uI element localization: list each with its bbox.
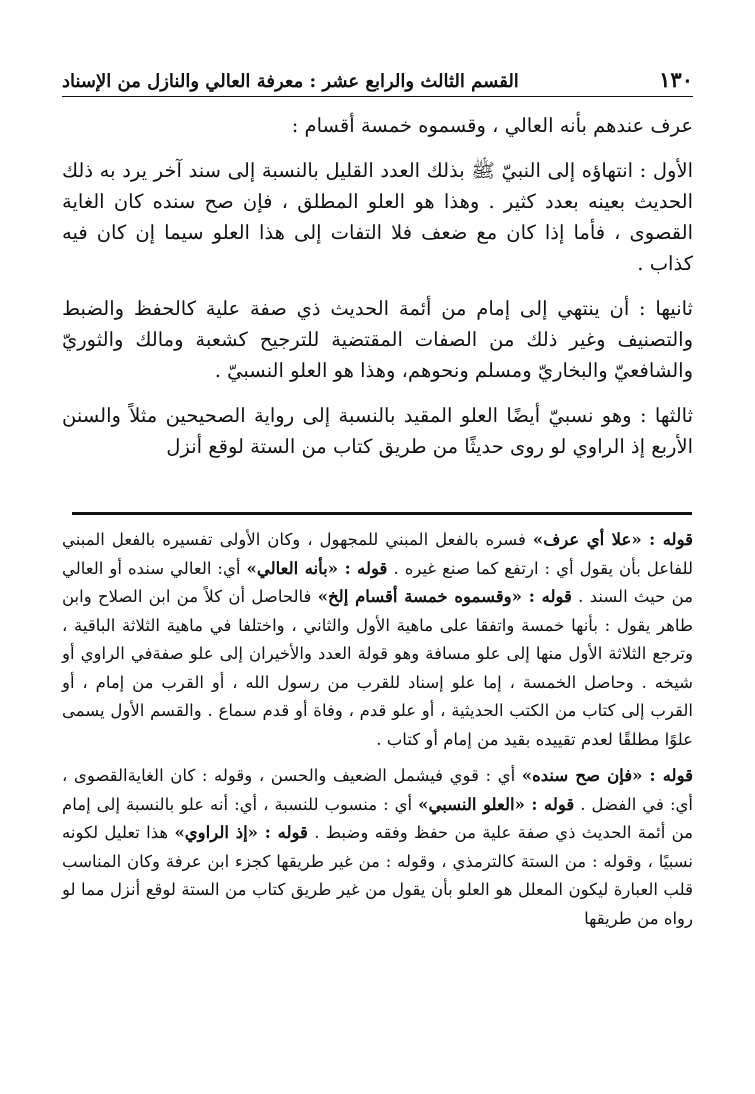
- lemma: قوله : «إذ الراوي»: [174, 823, 308, 842]
- commentary-text: هذا تعليل لكونه نسبيًا ، وقوله : من الستة كالترمذي ، وقوله : من غير طريقها كجزء ابن عرفة وكان المناسب قلب العبارة ليكون المعلل هو العلو بأن يقول من غير طريق كتاب من الستة لوقع أنزل مما لو رواه من طريقها: [62, 823, 693, 928]
- commentary-paragraph: [62, 762, 693, 933]
- commentary-text: أي: العالي سنده أو العالي من حيث السند .: [62, 558, 693, 606]
- footnote-divider: [72, 512, 692, 515]
- lemma: قوله : «فإن صح سنده»: [521, 766, 693, 785]
- page-number: ١٣٠: [659, 67, 693, 92]
- main-paragraph: الأول : انتهاؤه إلى النبيّ ﷺ بذلك العدد القليل بالنسبة إلى سند آخر يرد به ذلك الحديث بعينه بعدد كثير . وهذا هو العلو المطلق ، فإن صح سنده كان الغاية القصوى ، فأما إذا كان مع ضعف فلا التفات إلى هذا العلو سيما إن كان فيه كذاب .: [62, 159, 693, 275]
- main-paragraph: ثالثها : وهو نسبيّ أيضًا العلو المقيد بالنسبة إلى رواية الصحيحين مثلاً والسنن الأربع إذ الراوي لو روى حديثًا من طريق كتاب من الستة لوقع أنزل: [62, 404, 693, 458]
- commentary-text: أي : قوي فيشمل الضعيف والحسن ، وقوله : كان الغايةالقصوى ، أي: في الفضل .: [62, 766, 694, 814]
- running-title: القسم الثالث والرابع عشر : معرفة العالي والنازل من الإسناد: [62, 71, 519, 92]
- lemma: قوله : «العلو النسبي»: [418, 794, 575, 814]
- commentary-paragraph: [62, 526, 693, 754]
- main-text: [62, 110, 693, 476]
- commentary-text: أي : منسوب للنسبة ، أي: أنه علو بالنسبة إلى إمام من أئمة الحديث ذي صفة علية من حفظ وفقه وضبط .: [62, 794, 693, 842]
- lemma: قوله : «وقسموه خمسة أقسام إلخ»: [317, 587, 572, 606]
- main-paragraph: ثانيها : أن ينتهي إلى إمام من أئمة الحديث ذي صفة علية كالحفظ والضبط والتصنيف وغير ذلك من الصفات المقتضية للترجيح كشعبة ومالك والثوريّ والشافعيّ والبخاريّ ومسلم ونحوهم، وهذا هو العلو النسبيّ .: [62, 297, 693, 382]
- commentary-text: فالحاصل أن كلاً من ابن الصلاح وابن طاهر يقول : بأنها خمسة واتفقا على ماهية الأول والثاني ، واختلفا في ماهية الثلاثة الباقية ، وترجع الثلاثة الأول منها إلى علو مسافة وهو قولة العدد والأخيران إلى علو صفةفي الراوي أو شيخه . وحاصل الخمسة ، إما علو إسناد للقرب من رسول الله ، أو القرب من إمام ، أو القرب إلى كتاب من الكتب الحديثية ، أو علو قدم ، وفاة أو قدم سماع . والقسم الأول يسمى علوًا مطلقًا لعدم تقييده بقيد من إمام أو كتاب .: [62, 587, 693, 749]
- commentary-text: فسره بالفعل المبني للمجهول ، وكان الأولى تفسيره بالفعل المبني للفاعل بأن يقول أي : ارتفع كما صنع غيره .: [62, 530, 694, 578]
- lemma: قوله : «علا أي عرف»: [532, 530, 693, 549]
- commentary: [62, 526, 693, 941]
- main-paragraph: عرف عندهم بأنه العالي ، وقسموه خمسة أقسام :: [291, 114, 693, 137]
- lemma: قوله : «بأنه العالي»: [246, 558, 388, 578]
- running-header: [62, 58, 693, 97]
